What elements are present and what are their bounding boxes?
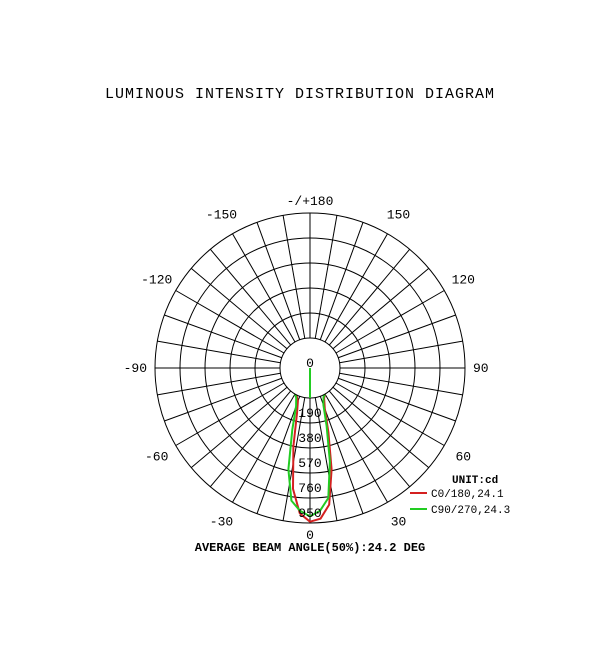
spoke-50 (333, 387, 429, 467)
radial-tick-label: 380 (298, 431, 322, 446)
angle-label: 150 (386, 207, 411, 223)
radial-tick-label: 760 (298, 481, 322, 496)
legend-entry: C90/270,24.3 (431, 505, 511, 517)
spoke-130 (333, 268, 429, 348)
spoke-140 (329, 249, 409, 345)
spoke-280 (157, 373, 280, 395)
spoke-260 (157, 341, 280, 363)
angle-label: 60 (455, 449, 472, 465)
spoke-290 (164, 378, 281, 421)
angle-label: -60 (145, 449, 169, 465)
spoke-40 (329, 391, 409, 487)
angle-label: -90 (123, 361, 147, 376)
legend (410, 475, 510, 517)
legend-entry: C0/180,24.1 (431, 489, 504, 501)
angle-label: -/+180 (286, 194, 334, 209)
radial-tick-label: 190 (298, 406, 322, 421)
spoke-20 (320, 396, 363, 513)
spoke-200 (257, 222, 300, 339)
spoke-100 (340, 341, 463, 363)
angle-label: -120 (141, 272, 173, 288)
spoke-250 (164, 315, 281, 358)
legend-unit: UNIT:cd (452, 475, 499, 487)
beam-angle-note: AVERAGE BEAM ANGLE(50%):24.2 DEG (194, 541, 426, 555)
spoke-310 (191, 387, 287, 467)
spoke-110 (338, 315, 455, 358)
spoke-320 (210, 391, 290, 487)
radial-tick-label: 0 (306, 356, 314, 371)
spoke-70 (338, 378, 455, 421)
angle-label: 120 (451, 272, 475, 288)
angle-label: -150 (205, 207, 238, 223)
spoke-80 (340, 373, 463, 395)
radial-tick-label: 950 (298, 506, 322, 521)
chart-title: LUMINOUS INTENSITY DISTRIBUTION DIAGRAM (104, 86, 496, 103)
spoke-230 (191, 268, 287, 348)
spoke-170 (315, 215, 337, 338)
angle-label: 30 (390, 514, 407, 530)
angle-label: 0 (306, 528, 314, 543)
spoke-190 (283, 215, 305, 338)
angle-label: -30 (209, 514, 234, 530)
spoke-220 (210, 249, 290, 345)
radial-tick-label: 570 (298, 456, 322, 471)
angle-label: 90 (473, 361, 489, 376)
spoke-160 (320, 222, 363, 339)
